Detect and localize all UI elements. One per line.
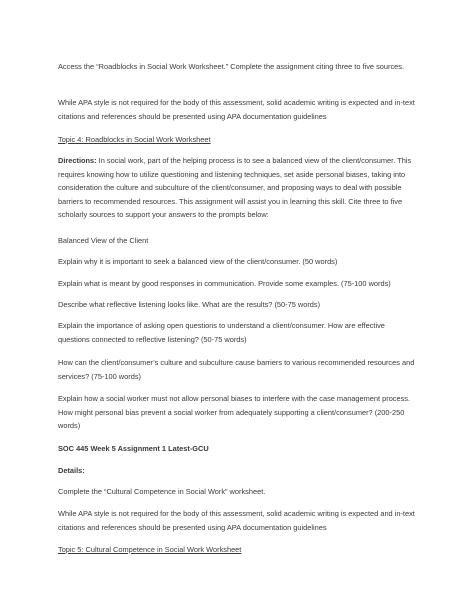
apa-paragraph-2: While APA style is not required for the body of this assessment, solid academic writing is expected and in-text citations and references should be presented using APA documentation guidelines <box>58 509 415 532</box>
apa-paragraph: While APA style is not required for the body of this assessment, solid academic writing is expected and in-text citations and references should be presented using APA documentation guidelines <box>58 98 415 121</box>
question-1: Explain why it is important to seek a balanced view of the client/consumer. (50 words) <box>58 257 338 266</box>
directions-text: In social work, part of the helping process is to see a balanced view of the client/consumer. This requires knowing how to utilize questioning and listening techniques, set aside personal biases, taking into consideration the culture and subculture of the client/consumer, and proposing ways to deal with possible barriers to recommended resources. This assignment will assist you in learning this skill. Cite three to five scholarly sources to support your answers to the prompts below: <box>58 156 412 219</box>
directions-paragraph <box>58 154 418 222</box>
topic4-link[interactable]: Topic 4: Roadblocks in Social Work Worksheet <box>58 135 211 144</box>
question-3: Describe what reflective listening looks like. What are the results? (50-75 words) <box>58 300 321 309</box>
topic5-link[interactable]: Topic 5: Cultural Competence in Social Work Worksheet <box>58 545 242 554</box>
complete-worksheet-paragraph: Complete the “Cultural Competence in Social Work” worksheet. <box>58 487 266 496</box>
soc-heading: SOC 445 Week 5 Assignment 1 Latest-GCU <box>58 444 209 453</box>
question-2: Explain what is meant by good responses in communication. Provide some examples. (75-100 words) <box>58 279 391 288</box>
question-4: Explain the importance of asking open questions to understand a client/consumer. How are effective questions connected to reflective listening? (50-75 words) <box>58 321 385 344</box>
question-5: How can the client/consumer’s culture and subculture cause barriers to various recommended resources and services? (75-100 words) <box>58 358 415 381</box>
directions-label: Directions: <box>58 156 97 165</box>
balanced-view-heading: Balanced View of the Client <box>58 236 149 245</box>
intro-paragraph: Access the “Roadblocks in Social Work Worksheet.” Complete the assignment citing three to five sources. <box>58 62 405 71</box>
question-6: Explain how a social worker must not allow personal biases to interfere with the case management process. How might personal bias prevent a social worker from adequately supporting a client/consumer? (200-250 words) <box>58 394 411 430</box>
details-heading: Details: <box>58 466 85 475</box>
